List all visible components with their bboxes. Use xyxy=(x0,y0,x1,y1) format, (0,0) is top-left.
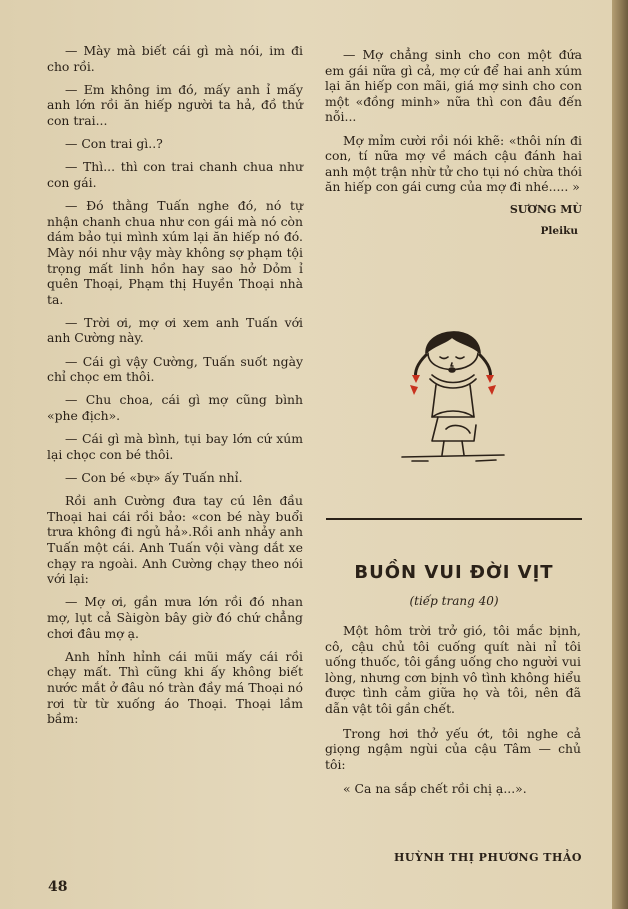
narrative-paragraph: Anh hỉnh hỉnh cái mũi mấy cái rồi chạy mất. Thì cũng khi ấy không biết nước mắt ở đâu nó tràn đầy má Thoại nó rơi từ từ xuống áo Thoại. Thoại lầm bầm: xyxy=(47,648,303,727)
left-column xyxy=(47,43,303,734)
story-paragraph: Trong hơi thở yếu ớt, tôi nghe cả giọng ngậm ngùi của cậu Tâm — chủ tôi: xyxy=(325,725,581,772)
dialogue-paragraph: — Con bé «bự» ấy Tuấn nhỉ. xyxy=(65,470,243,485)
dialogue-paragraph: — Chu choa, cái gì mợ cũng bình «phe địch». xyxy=(47,392,303,424)
story-continuation-note: (tiếp trang 40) xyxy=(409,594,499,608)
girl-illustration xyxy=(392,313,514,465)
dialogue-paragraph: — Cái gì mà bình, tụi bay lớn cứ xúm lại chọc con bé thôi. xyxy=(47,431,303,462)
right-column xyxy=(325,47,582,247)
dialogue-paragraph: — Cái gì vậy Cường, Tuấn suốt ngày chỉ chọc em thôi. xyxy=(47,353,303,385)
narrative-paragraph: Rồi anh Cường đưa tay cú lên đầu Thoại hai cái rồi bảo: «con bé này buổi trưa không đi ngủ hả».Rồi anh nhảy anh Tuấn một cái. Anh Tuấn vội vàng dắt xe chạy ra ngoài. Anh Cường chạy theo nói với lại: xyxy=(47,493,303,587)
dialogue-paragraph: — Mợ chẳng sinh cho con một đứa em gái nữa gì cả, mợ cứ để hai anh xúm lại ăn hiếp con mãi, giá mợ sinh cho con một «đồng minh» nữa thì con đâu đến nỗi... xyxy=(325,47,582,125)
dialogue-paragraph: — Con trai gì..? xyxy=(65,136,163,152)
page-number: 48 xyxy=(48,879,68,895)
story-author: HUỲNH THỊ PHƯƠNG THẢO xyxy=(394,851,582,864)
page-spine-shadow xyxy=(612,0,628,909)
author-location: Pleiku xyxy=(540,225,578,238)
dialogue-paragraph: — Em không im đó, mấy anh ỉ mấy anh lớn rồi ăn hiếp người ta hả, đồ thứ con trai... xyxy=(47,81,303,128)
story-title: BUỒN VUI ĐỜI VỊT xyxy=(354,562,554,583)
dialogue-paragraph: — Thì... thì con trai chanh chua như con gái. xyxy=(47,159,303,190)
story-paragraph: Một hôm trời trở gió, tôi mắc bịnh, cô, cậu chủ tôi cuống quít nài nỉ tôi uống thuốc, tôi gắng uống cho người vui lòng, nhưng cơn bịnh vô tình không hiểu được tình cảm giữa họ và tôi, nên đã dẫn vật tôi gần chết. xyxy=(325,623,581,716)
author-signature: SƯƠNG MÙ xyxy=(509,202,582,216)
story-column xyxy=(325,623,581,806)
dialogue-paragraph: — Mày mà biết cái gì mà nói, im đi cho rồi. xyxy=(47,43,303,74)
dialogue-paragraph: — Trời ơi, mợ ơi xem anh Tuấn với anh Cường này. xyxy=(47,314,303,346)
dialogue-paragraph: — Đó thằng Tuấn nghe đó, nó tự nhận chanh chua như con gái mà nó còn dám bảo tụi mình xúm lại ăn hiếp nó đó. Mày nói như vậy mày không sợ phạm tội trọng mất linh hồn hay sao hở Dỏm ỉ quên Thoại, Phạm thị Huyền Thoại nhà ta. xyxy=(47,198,303,307)
narrative-paragraph: Mợ mỉm cười rồi nói khẽ: «thôi nín đi con, tí nữa mợ về mách cậu đánh hai anh một trận nhừ tử cho tụi nó chừa thói ăn hiếp con gái cưng của mợ đi nhé..... » xyxy=(325,132,582,195)
section-divider xyxy=(326,518,582,520)
story-paragraph: « Ca na sắp chết rồi chị ạ...». xyxy=(343,781,527,797)
dialogue-paragraph: — Mợ ơi, gần mưa lớn rồi đó nhan mợ, lụt cả Sàigòn bây giờ đó chứ chẳng chơi đâu mợ ạ. xyxy=(47,594,303,641)
